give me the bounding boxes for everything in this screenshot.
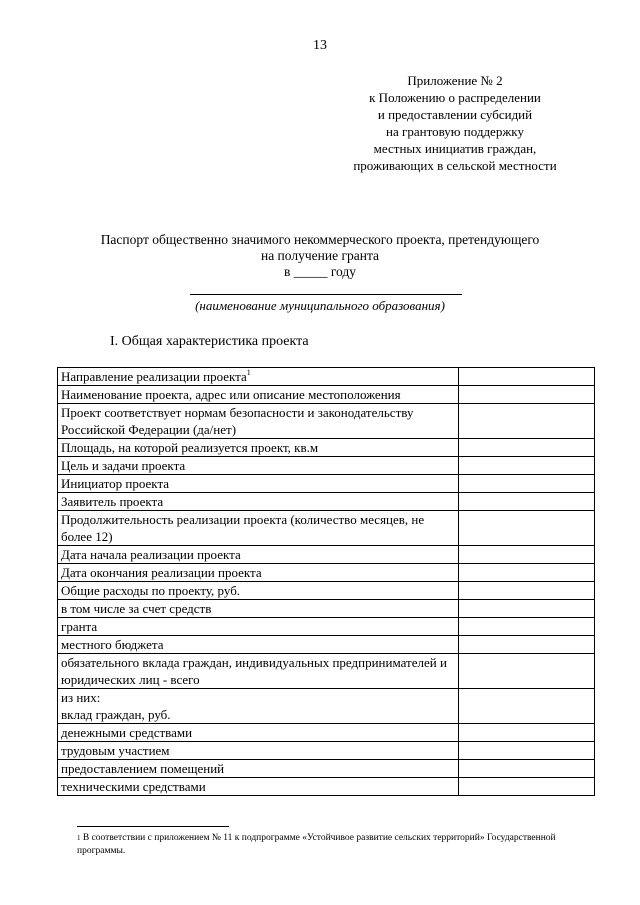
section-heading: I. Общая характеристика проекта [110, 334, 309, 349]
table-row [58, 404, 595, 439]
table-row [58, 493, 595, 511]
table-row [58, 564, 595, 582]
row-value[interactable] [458, 439, 594, 457]
title-year-line: в _____ году [283, 264, 357, 279]
row-value[interactable] [458, 368, 594, 386]
row-value[interactable] [458, 582, 594, 600]
appendix-line: Приложение № 2 [407, 73, 503, 88]
table-row [58, 760, 595, 778]
row-label: Наименование проекта, адрес или описание местоположения [58, 386, 459, 404]
table-row [58, 778, 595, 796]
table-row [58, 654, 595, 689]
table-row [58, 618, 595, 636]
row-value[interactable] [458, 511, 594, 546]
row-label: Дата начала реализации проекта [58, 546, 459, 564]
row-value[interactable] [458, 689, 594, 724]
row-value[interactable] [458, 475, 594, 493]
appendix-header [330, 72, 580, 174]
municipality-caption: (наименование муниципального образования) [195, 298, 445, 313]
table-row [58, 368, 595, 386]
row-label: Площадь, на которой реализуется проект, кв.м [58, 439, 459, 457]
row-value[interactable] [458, 778, 594, 796]
row-value[interactable] [458, 564, 594, 582]
table-row [58, 600, 595, 618]
row-label: денежными средствами [58, 724, 459, 742]
row-value[interactable] [458, 742, 594, 760]
row-label: Дата окончания реализации проекта [58, 564, 459, 582]
row-label: обязательного вклада граждан, индивидуальных предпринимателей и юридических лиц - всего [58, 654, 459, 689]
table-row [58, 511, 595, 546]
row-value[interactable] [458, 654, 594, 689]
row-value[interactable] [458, 636, 594, 654]
row-value[interactable] [458, 760, 594, 778]
table-row [58, 636, 595, 654]
row-label: трудовым участием [58, 742, 459, 760]
title-line: на получение гранта [260, 248, 380, 263]
table-row [58, 742, 595, 760]
row-label: Проект соответствует нормам безопасности и законодательству Российской Федерации (да/нет) [58, 404, 459, 439]
footnote-divider [77, 826, 229, 827]
row-label: предоставлением помещений [58, 760, 459, 778]
row-value[interactable] [458, 546, 594, 564]
row-label: Заявитель проекта [58, 493, 459, 511]
row-value[interactable] [458, 386, 594, 404]
row-value[interactable] [458, 404, 594, 439]
row-label: техническими средствами [58, 778, 459, 796]
row-value[interactable] [458, 724, 594, 742]
municipality-blank-line [190, 294, 462, 295]
row-value[interactable] [458, 618, 594, 636]
table-row [58, 546, 595, 564]
document-title [60, 232, 580, 280]
project-passport-table [57, 367, 595, 796]
row-label: местного бюджета [58, 636, 459, 654]
row-label: Продолжительность реализации проекта (количество месяцев, не более 12) [58, 511, 459, 546]
appendix-line: местных инициатив граждан, [373, 141, 537, 156]
row-label: из них: вклад граждан, руб. [58, 689, 459, 724]
appendix-line: к Положению о распределении [369, 90, 541, 105]
footnote-marker: 1 [246, 368, 251, 377]
appendix-line: и предоставлении субсидий [377, 107, 533, 122]
table-row [58, 457, 595, 475]
row-label: Направление реализации проекта$^1$ [58, 368, 459, 386]
row-label: Цель и задачи проекта [58, 457, 459, 475]
page-number: 13 [313, 38, 327, 53]
footnote [77, 832, 597, 858]
table-row [58, 475, 595, 493]
row-label: Инициатор проекта [58, 475, 459, 493]
row-label: Общие расходы по проекту, руб. [58, 582, 459, 600]
appendix-line: проживающих в сельской местности [353, 158, 557, 173]
table-row [58, 582, 595, 600]
footnote-number: 1 [77, 834, 81, 842]
row-value[interactable] [458, 600, 594, 618]
footnote-text: В соответствии с приложением № 11 к подпрограмме «Устойчивое развитие сельских территорий» Государственной программы. [77, 833, 556, 856]
table-row [58, 689, 595, 724]
title-line: Паспорт общественно значимого некоммерческого проекта, претендующего [100, 232, 540, 247]
row-label: гранта [58, 618, 459, 636]
table-row [58, 439, 595, 457]
table-row [58, 724, 595, 742]
row-value[interactable] [458, 493, 594, 511]
table-row [58, 386, 595, 404]
row-value[interactable] [458, 457, 594, 475]
appendix-line: на грантовую поддержку [386, 124, 524, 139]
row-label: в том числе за счет средств [58, 600, 459, 618]
